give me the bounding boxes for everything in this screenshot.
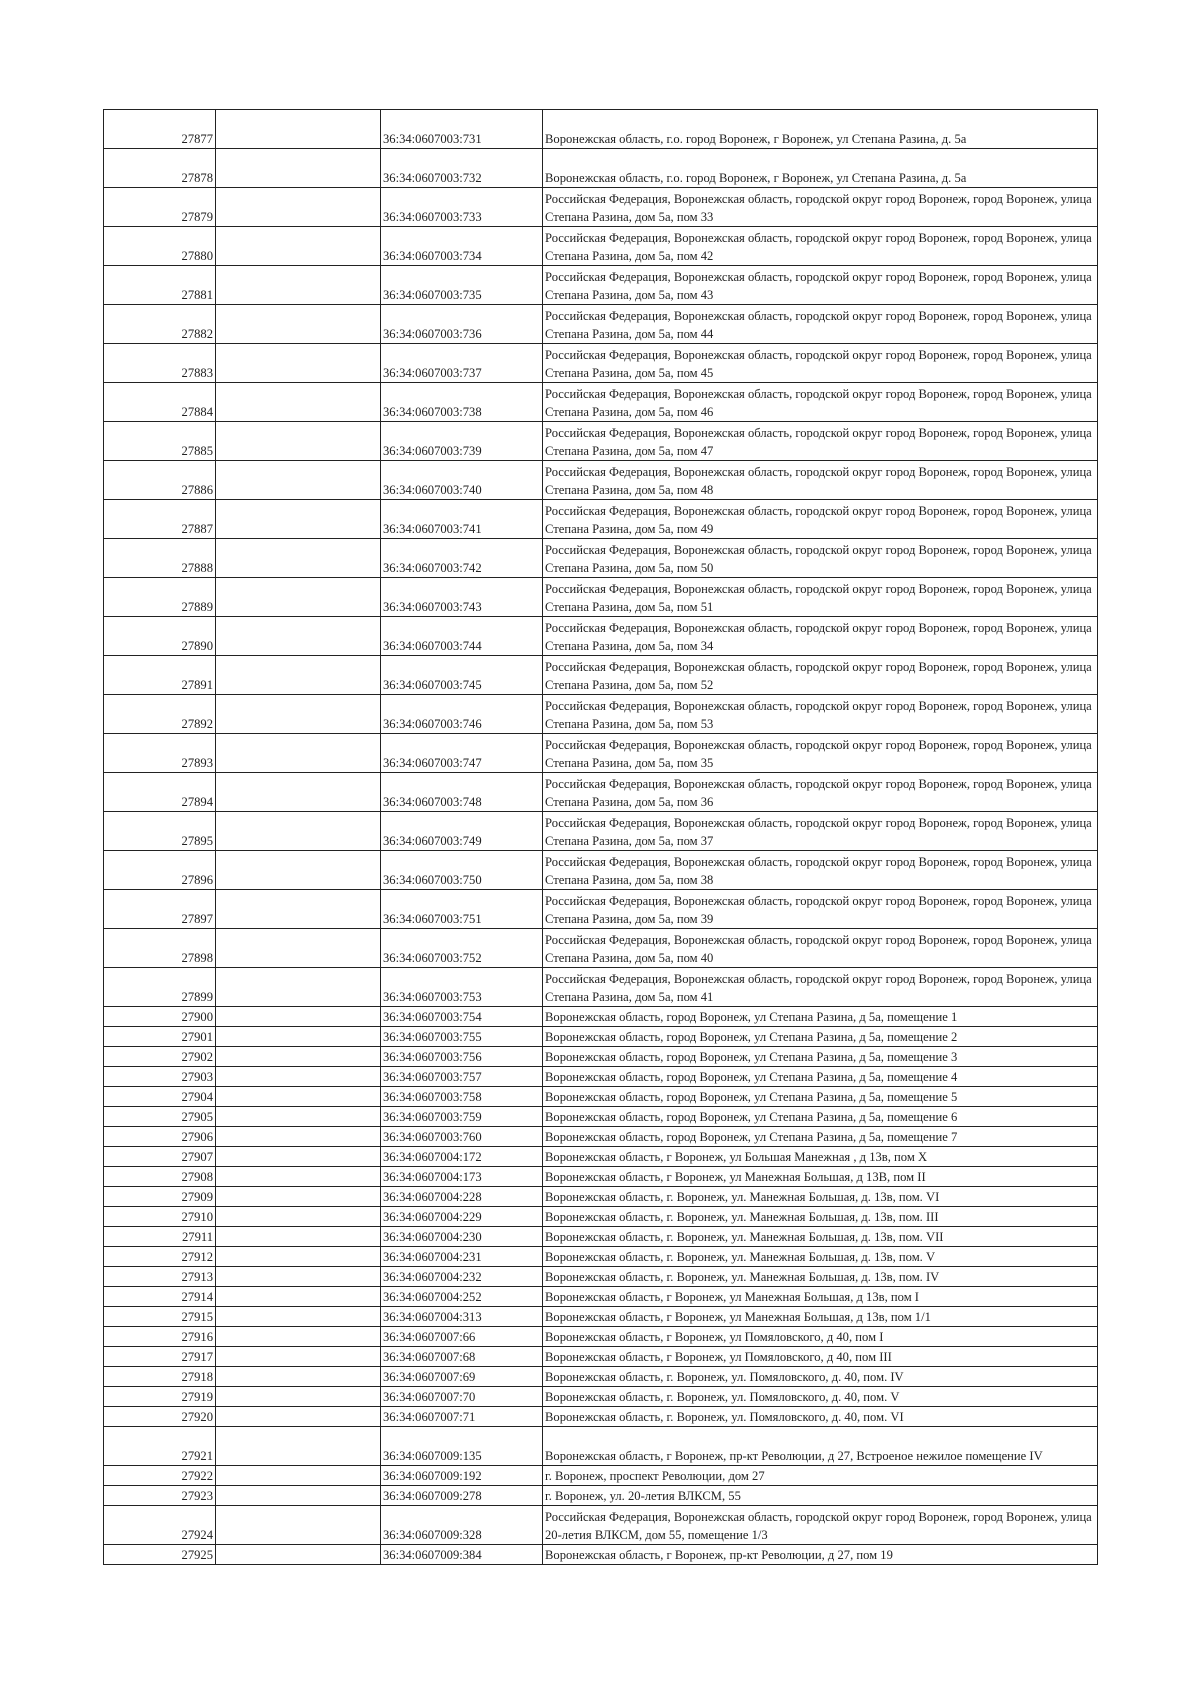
cadastral-number-cell: 36:34:0607003:750 (381, 851, 543, 890)
table-row (104, 539, 1098, 578)
address-cell: Российская Федерация, Воронежская область, городской округ город Воронеж, город Воронеж, улица Степана Разина, дом 5а, пом 35 (543, 734, 1098, 773)
cadastral-number-cell: 36:34:0607003:752 (381, 929, 543, 968)
row-number-cell: 27901 (104, 1027, 216, 1047)
table-row (104, 344, 1098, 383)
address-cell: Воронежская область, город Воронеж, ул Степана Разина, д 5а, помещение 4 (543, 1067, 1098, 1087)
address-cell: Российская Федерация, Воронежская область, городской округ город Воронеж, город Воронеж, улица Степана Разина, дом 5а, пом 40 (543, 929, 1098, 968)
row-number-cell: 27913 (104, 1267, 216, 1287)
table-row (104, 1227, 1098, 1247)
row-number-cell: 27884 (104, 383, 216, 422)
row-number-cell: 27907 (104, 1147, 216, 1167)
empty-cell (216, 266, 381, 305)
empty-cell (216, 227, 381, 266)
cadastral-number-cell: 36:34:0607009:278 (381, 1486, 543, 1506)
address-cell: Российская Федерация, Воронежская область, городской округ город Воронеж, город Воронеж, улица Степана Разина, дом 5а, пом 36 (543, 773, 1098, 812)
address-cell: Российская Федерация, Воронежская область, городской округ город Воронеж, город Воронеж, улица Степана Разина, дом 5а, пом 34 (543, 617, 1098, 656)
address-cell: Воронежская область, г. Воронеж, ул. Манежная Большая, д. 13в, пом. V (543, 1247, 1098, 1267)
cadastral-number-cell: 36:34:0607004:228 (381, 1187, 543, 1207)
empty-cell (216, 1407, 381, 1427)
address-cell: Воронежская область, город Воронеж, ул Степана Разина, д 5а, помещение 3 (543, 1047, 1098, 1067)
empty-cell (216, 1307, 381, 1327)
empty-cell (216, 773, 381, 812)
empty-cell (216, 578, 381, 617)
table-row (104, 890, 1098, 929)
empty-cell (216, 890, 381, 929)
table-row (104, 422, 1098, 461)
cadastral-number-cell: 36:34:0607003:738 (381, 383, 543, 422)
empty-cell (216, 344, 381, 383)
table-row (104, 266, 1098, 305)
empty-cell (216, 1486, 381, 1506)
empty-cell (216, 1347, 381, 1367)
empty-cell (216, 1147, 381, 1167)
table-row (104, 1486, 1098, 1506)
empty-cell (216, 1506, 381, 1545)
row-number-cell: 27892 (104, 695, 216, 734)
row-number-cell: 27891 (104, 656, 216, 695)
cadastral-number-cell: 36:34:0607003:733 (381, 188, 543, 227)
address-cell: Российская Федерация, Воронежская область, городской округ город Воронеж, город Воронеж, улица Степана Разина, дом 5а, пом 44 (543, 305, 1098, 344)
table-row (104, 149, 1098, 188)
row-number-cell: 27885 (104, 422, 216, 461)
table-row (104, 1387, 1098, 1407)
cadastral-number-cell: 36:34:0607003:756 (381, 1047, 543, 1067)
table-row (104, 110, 1098, 149)
table-row (104, 1407, 1098, 1427)
table-row (104, 1506, 1098, 1545)
empty-cell (216, 1167, 381, 1187)
address-cell: Российская Федерация, Воронежская область, городской округ город Воронеж, город Воронеж, улица Степана Разина, дом 5а, пом 46 (543, 383, 1098, 422)
empty-cell (216, 1545, 381, 1565)
address-cell: Воронежская область, город Воронеж, ул Степана Разина, д 5а, помещение 2 (543, 1027, 1098, 1047)
row-number-cell: 27897 (104, 890, 216, 929)
empty-cell (216, 149, 381, 188)
empty-cell (216, 1087, 381, 1107)
cadastral-number-cell: 36:34:0607004:173 (381, 1167, 543, 1187)
address-cell: Воронежская область, город Воронеж, ул Степана Разина, д 5а, помещение 1 (543, 1007, 1098, 1027)
row-number-cell: 27882 (104, 305, 216, 344)
cadastral-number-cell: 36:34:0607003:737 (381, 344, 543, 383)
empty-cell (216, 500, 381, 539)
cadastral-number-cell: 36:34:0607003:749 (381, 812, 543, 851)
table-row (104, 1427, 1098, 1466)
row-number-cell: 27880 (104, 227, 216, 266)
cadastral-number-cell: 36:34:0607003:743 (381, 578, 543, 617)
row-number-cell: 27922 (104, 1466, 216, 1486)
row-number-cell: 27879 (104, 188, 216, 227)
table-row (104, 1027, 1098, 1047)
address-cell: Воронежская область, город Воронеж, ул Степана Разина, д 5а, помещение 6 (543, 1107, 1098, 1127)
row-number-cell: 27902 (104, 1047, 216, 1067)
cadastral-number-cell: 36:34:0607003:741 (381, 500, 543, 539)
table-row (104, 188, 1098, 227)
row-number-cell: 27903 (104, 1067, 216, 1087)
empty-cell (216, 1047, 381, 1067)
row-number-cell: 27921 (104, 1427, 216, 1466)
address-cell: Воронежская область, г. Воронеж, ул. Помяловского, д. 40, пом. IV (543, 1367, 1098, 1387)
empty-cell (216, 539, 381, 578)
empty-cell (216, 929, 381, 968)
row-number-cell: 27883 (104, 344, 216, 383)
empty-cell (216, 1466, 381, 1486)
row-number-cell: 27912 (104, 1247, 216, 1267)
table-row (104, 1367, 1098, 1387)
row-number-cell: 27895 (104, 812, 216, 851)
address-cell: Воронежская область, г Воронеж, пр-кт Революции, д 27, пом 19 (543, 1545, 1098, 1565)
table-row (104, 1107, 1098, 1127)
row-number-cell: 27904 (104, 1087, 216, 1107)
empty-cell (216, 305, 381, 344)
address-cell: Российская Федерация, Воронежская область, городской округ город Воронеж, город Воронеж, улица Степана Разина, дом 5а, пом 47 (543, 422, 1098, 461)
cadastral-number-cell: 36:34:0607003:747 (381, 734, 543, 773)
row-number-cell: 27893 (104, 734, 216, 773)
address-cell: Воронежская область, город Воронеж, ул Степана Разина, д 5а, помещение 5 (543, 1087, 1098, 1107)
table-row (104, 968, 1098, 1007)
table-row (104, 656, 1098, 695)
table-row (104, 227, 1098, 266)
row-number-cell: 27889 (104, 578, 216, 617)
empty-cell (216, 110, 381, 149)
address-cell: Российская Федерация, Воронежская область, городской округ город Воронеж, город Воронеж, улица Степана Разина, дом 5а, пом 39 (543, 890, 1098, 929)
address-cell: Воронежская область, г. Воронеж, ул. Манежная Большая, д. 13в, пом. VII (543, 1227, 1098, 1247)
table-row (104, 461, 1098, 500)
address-cell: Воронежская область, г Воронеж, ул Помяловского, д 40, пом III (543, 1347, 1098, 1367)
cadastral-number-cell: 36:34:0607007:68 (381, 1347, 543, 1367)
registry-table (103, 109, 1098, 1565)
table-row (104, 734, 1098, 773)
empty-cell (216, 1387, 381, 1407)
empty-cell (216, 461, 381, 500)
cadastral-number-cell: 36:34:0607003:732 (381, 149, 543, 188)
address-cell: Воронежская область, г Воронеж, ул Манежная Большая, д 13в, пом 1/1 (543, 1307, 1098, 1327)
empty-cell (216, 617, 381, 656)
table-row (104, 1347, 1098, 1367)
row-number-cell: 27890 (104, 617, 216, 656)
row-number-cell: 27900 (104, 1007, 216, 1027)
table-row (104, 617, 1098, 656)
cadastral-number-cell: 36:34:0607009:384 (381, 1545, 543, 1565)
table-row (104, 812, 1098, 851)
row-number-cell: 27899 (104, 968, 216, 1007)
row-number-cell: 27917 (104, 1347, 216, 1367)
cadastral-number-cell: 36:34:0607003:758 (381, 1087, 543, 1107)
address-cell: Российская Федерация, Воронежская область, городской округ город Воронеж, город Воронеж, улица Степана Разина, дом 5а, пом 50 (543, 539, 1098, 578)
table-row (104, 383, 1098, 422)
table-row (104, 305, 1098, 344)
cadastral-number-cell: 36:34:0607004:229 (381, 1207, 543, 1227)
row-number-cell: 27924 (104, 1506, 216, 1545)
row-number-cell: 27888 (104, 539, 216, 578)
row-number-cell: 27894 (104, 773, 216, 812)
empty-cell (216, 1187, 381, 1207)
empty-cell (216, 1267, 381, 1287)
table-row (104, 1067, 1098, 1087)
address-cell: Воронежская область, г Воронеж, ул Манежная Большая, д 13в, пом I (543, 1287, 1098, 1307)
address-cell: Воронежская область, г Воронеж, пр-кт Революции, д 27, Встроеное нежилое помещение IV (543, 1427, 1098, 1466)
address-cell: Российская Федерация, Воронежская область, городской округ город Воронеж, город Воронеж, улица Степана Разина, дом 5а, пом 52 (543, 656, 1098, 695)
table-row (104, 1545, 1098, 1565)
row-number-cell: 27914 (104, 1287, 216, 1307)
empty-cell (216, 1207, 381, 1227)
cadastral-number-cell: 36:34:0607009:192 (381, 1466, 543, 1486)
cadastral-number-cell: 36:34:0607003:754 (381, 1007, 543, 1027)
empty-cell (216, 1227, 381, 1247)
address-cell: Российская Федерация, Воронежская область, городской округ город Воронеж, город Воронеж, улица Степана Разина, дом 5а, пом 38 (543, 851, 1098, 890)
table-row (104, 929, 1098, 968)
row-number-cell: 27898 (104, 929, 216, 968)
cadastral-number-cell: 36:34:0607003:751 (381, 890, 543, 929)
cadastral-number-cell: 36:34:0607003:740 (381, 461, 543, 500)
address-cell: Воронежская область, г Воронеж, ул Помяловского, д 40, пом I (543, 1327, 1098, 1347)
cadastral-number-cell: 36:34:0607003:746 (381, 695, 543, 734)
row-number-cell: 27915 (104, 1307, 216, 1327)
empty-cell (216, 734, 381, 773)
address-cell: Российская Федерация, Воронежская область, городской округ город Воронеж, город Воронеж, улица Степана Разина, дом 5а, пом 53 (543, 695, 1098, 734)
empty-cell (216, 1107, 381, 1127)
row-number-cell: 27887 (104, 500, 216, 539)
row-number-cell: 27919 (104, 1387, 216, 1407)
cadastral-number-cell: 36:34:0607004:313 (381, 1307, 543, 1327)
address-cell: Российская Федерация, Воронежская область, городской округ город Воронеж, город Воронеж, улица Степана Разина, дом 5а, пом 43 (543, 266, 1098, 305)
cadastral-number-cell: 36:34:0607003:744 (381, 617, 543, 656)
empty-cell (216, 1007, 381, 1027)
address-cell: Воронежская область, г Воронеж, ул Манежная Большая, д 13В, пом II (543, 1167, 1098, 1187)
cadastral-number-cell: 36:34:0607007:69 (381, 1367, 543, 1387)
table-row (104, 1287, 1098, 1307)
table-row (104, 1127, 1098, 1147)
cadastral-number-cell: 36:34:0607003:731 (381, 110, 543, 149)
address-cell: Российская Федерация, Воронежская область, городской округ город Воронеж, город Воронеж, улица Степана Разина, дом 5а, пом 49 (543, 500, 1098, 539)
table-row (104, 1007, 1098, 1027)
table-row (104, 1267, 1098, 1287)
cadastral-number-cell: 36:34:0607007:70 (381, 1387, 543, 1407)
table-row (104, 1307, 1098, 1327)
cadastral-number-cell: 36:34:0607003:759 (381, 1107, 543, 1127)
address-cell: Воронежская область, г.о. город Воронеж, г Воронеж, ул Степана Разина, д. 5а (543, 149, 1098, 188)
empty-cell (216, 422, 381, 461)
row-number-cell: 27896 (104, 851, 216, 890)
empty-cell (216, 851, 381, 890)
empty-cell (216, 1247, 381, 1267)
address-cell: Воронежская область, г. Воронеж, ул. Помяловского, д. 40, пом. V (543, 1387, 1098, 1407)
table-row (104, 1147, 1098, 1167)
table-row (104, 1207, 1098, 1227)
address-cell: г. Воронеж, ул. 20-летия ВЛКСМ, 55 (543, 1486, 1098, 1506)
table-row (104, 578, 1098, 617)
cadastral-number-cell: 36:34:0607003:735 (381, 266, 543, 305)
cadastral-number-cell: 36:34:0607007:71 (381, 1407, 543, 1427)
cadastral-number-cell: 36:34:0607003:739 (381, 422, 543, 461)
table-row (104, 773, 1098, 812)
empty-cell (216, 1427, 381, 1466)
row-number-cell: 27877 (104, 110, 216, 149)
empty-cell (216, 968, 381, 1007)
cadastral-number-cell: 36:34:0607004:230 (381, 1227, 543, 1247)
row-number-cell: 27886 (104, 461, 216, 500)
address-cell: Воронежская область, г. Воронеж, ул. Помяловского, д. 40, пом. VI (543, 1407, 1098, 1427)
empty-cell (216, 1367, 381, 1387)
row-number-cell: 27920 (104, 1407, 216, 1427)
table-row (104, 1047, 1098, 1067)
cadastral-number-cell: 36:34:0607003:736 (381, 305, 543, 344)
address-cell: Российская Федерация, Воронежская область, городской округ город Воронеж, город Воронеж, улица Степана Разина, дом 5а, пом 42 (543, 227, 1098, 266)
table-row (104, 851, 1098, 890)
row-number-cell: 27923 (104, 1486, 216, 1506)
empty-cell (216, 1127, 381, 1147)
table-row (104, 500, 1098, 539)
address-cell: Российская Федерация, Воронежская область, городской округ город Воронеж, город Воронеж, улица Степана Разина, дом 5а, пом 51 (543, 578, 1098, 617)
row-number-cell: 27905 (104, 1107, 216, 1127)
cadastral-number-cell: 36:34:0607004:232 (381, 1267, 543, 1287)
row-number-cell: 27881 (104, 266, 216, 305)
table-row (104, 1187, 1098, 1207)
cadastral-number-cell: 36:34:0607004:252 (381, 1287, 543, 1307)
address-cell: Воронежская область, г.о. город Воронеж, г Воронеж, ул Степана Разина, д. 5а (543, 110, 1098, 149)
table-row (104, 1466, 1098, 1486)
address-cell: Воронежская область, г. Воронеж, ул. Манежная Большая, д. 13в, пом. VI (543, 1187, 1098, 1207)
row-number-cell: 27910 (104, 1207, 216, 1227)
row-number-cell: 27911 (104, 1227, 216, 1247)
cadastral-number-cell: 36:34:0607003:734 (381, 227, 543, 266)
address-cell: Российская Федерация, Воронежская область, городской округ город Воронеж, город Воронеж, улица Степана Разина, дом 5а, пом 45 (543, 344, 1098, 383)
cadastral-number-cell: 36:34:0607003:748 (381, 773, 543, 812)
cadastral-number-cell: 36:34:0607003:745 (381, 656, 543, 695)
cadastral-number-cell: 36:34:0607003:760 (381, 1127, 543, 1147)
table-row (104, 1167, 1098, 1187)
registry-table-body (104, 110, 1098, 1565)
empty-cell (216, 656, 381, 695)
table-row (104, 1327, 1098, 1347)
row-number-cell: 27918 (104, 1367, 216, 1387)
row-number-cell: 27916 (104, 1327, 216, 1347)
empty-cell (216, 695, 381, 734)
cadastral-number-cell: 36:34:0607004:172 (381, 1147, 543, 1167)
row-number-cell: 27908 (104, 1167, 216, 1187)
empty-cell (216, 1027, 381, 1047)
cadastral-number-cell: 36:34:0607004:231 (381, 1247, 543, 1267)
address-cell: г. Воронеж, проспект Революции, дом 27 (543, 1466, 1098, 1486)
cadastral-number-cell: 36:34:0607003:742 (381, 539, 543, 578)
address-cell: Российская Федерация, Воронежская область, городской округ город Воронеж, город Воронеж, улица Степана Разина, дом 5а, пом 37 (543, 812, 1098, 851)
address-cell: Воронежская область, г Воронеж, ул Большая Манежная , д 13в, пом X (543, 1147, 1098, 1167)
address-cell: Российская Федерация, Воронежская область, городской округ город Воронеж, город Воронеж, улица Степана Разина, дом 5а, пом 41 (543, 968, 1098, 1007)
row-number-cell: 27925 (104, 1545, 216, 1565)
cadastral-number-cell: 36:34:0607007:66 (381, 1327, 543, 1347)
cadastral-number-cell: 36:34:0607003:755 (381, 1027, 543, 1047)
address-cell: Российская Федерация, Воронежская область, городской округ город Воронеж, город Воронеж, улица Степана Разина, дом 5а, пом 33 (543, 188, 1098, 227)
empty-cell (216, 1287, 381, 1307)
empty-cell (216, 383, 381, 422)
empty-cell (216, 188, 381, 227)
address-cell: Воронежская область, г. Воронеж, ул. Манежная Большая, д. 13в, пом. IV (543, 1267, 1098, 1287)
empty-cell (216, 1327, 381, 1347)
empty-cell (216, 812, 381, 851)
table-row (104, 695, 1098, 734)
table-row (104, 1247, 1098, 1267)
address-cell: Воронежская область, город Воронеж, ул Степана Разина, д 5а, помещение 7 (543, 1127, 1098, 1147)
row-number-cell: 27906 (104, 1127, 216, 1147)
cadastral-number-cell: 36:34:0607009:135 (381, 1427, 543, 1466)
address-cell: Российская Федерация, Воронежская область, городской округ город Воронеж, город Воронеж, улица 20-летия ВЛКСМ, дом 55, помещение 1/3 (543, 1506, 1098, 1545)
address-cell: Воронежская область, г. Воронеж, ул. Манежная Большая, д. 13в, пом. III (543, 1207, 1098, 1227)
empty-cell (216, 1067, 381, 1087)
row-number-cell: 27909 (104, 1187, 216, 1207)
address-cell: Российская Федерация, Воронежская область, городской округ город Воронеж, город Воронеж, улица Степана Разина, дом 5а, пом 48 (543, 461, 1098, 500)
table-row (104, 1087, 1098, 1107)
cadastral-number-cell: 36:34:0607003:757 (381, 1067, 543, 1087)
row-number-cell: 27878 (104, 149, 216, 188)
cadastral-number-cell: 36:34:0607003:753 (381, 968, 543, 1007)
cadastral-number-cell: 36:34:0607009:328 (381, 1506, 543, 1545)
